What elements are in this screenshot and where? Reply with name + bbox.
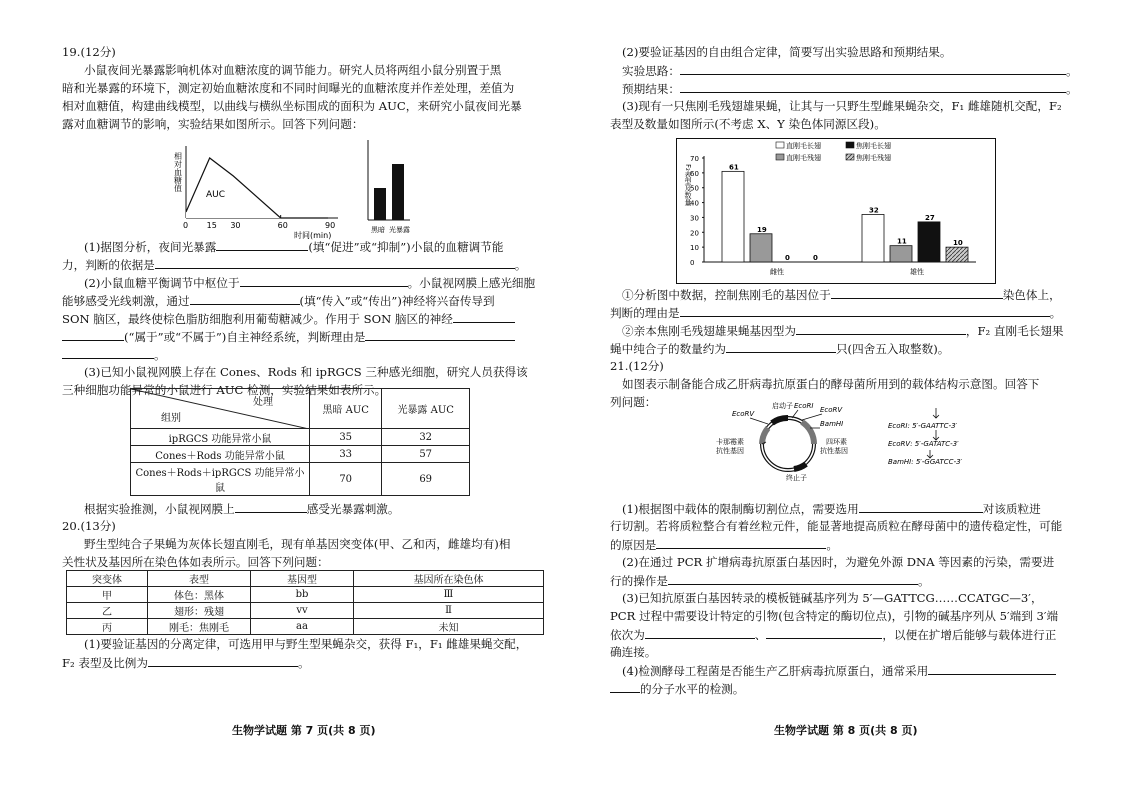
- q19-3-line1: (3)已知小鼠视网膜上存在 Cones、Rods 和 ipRGCS 三种感光细胞，研究人员获得该: [84, 365, 528, 379]
- q20-3-line2: 表型及数量如图所示(不考虑 X、Y 染色体同源区段)。: [610, 117, 886, 131]
- q21-4-line1: (4)检测酵母工程菌是否能生产乙肝病毒抗原蛋白，通常采用: [622, 662, 1056, 679]
- q21-header: 21.(12分): [610, 359, 664, 373]
- ecorv-label-right: EcoRⅤ: [820, 406, 843, 414]
- q21-3-line1: (3)已知抗原蛋白基因转录的模板链碱基序列为 5′—GATTCG……CCATGC—3′，: [622, 591, 1043, 605]
- ecori-cut-arrow: [933, 408, 939, 418]
- q21-3-line2: PCR 过程中需要设计特定的引物(包含特定的酶切位点)，引物的碱基序列从 5′端到 3′端: [610, 609, 1059, 623]
- q19-intro-3: 相对血糖值，构建曲线模型，以曲线与横纵坐标围成的面积为 AUC，来研究小鼠夜间光暴: [62, 99, 522, 113]
- q20-2-result: 预期结果： 。: [622, 82, 1078, 96]
- curve-x-tick: 90: [325, 221, 336, 230]
- f2-y-tick: 70: [690, 155, 699, 163]
- table-row: 乙 翅形：残翅 vv Ⅱ: [67, 603, 544, 619]
- answer-blank[interactable]: [190, 292, 300, 305]
- q20-intro-2: 关性状及基因所在染色体如表所示。回答下列问题：: [62, 555, 329, 569]
- f2-legend-label: 直刚毛残翅: [786, 154, 821, 162]
- f2-bar-label: 27: [925, 213, 935, 222]
- ecori-seq: EcoRⅠ: 5′-GAATTC-3′: [888, 422, 958, 430]
- q21-intro-1: 如图表示制备能合成乙肝病毒抗原蛋白的酵母菌所用到的载体结构示意图。回答下: [622, 377, 1040, 391]
- plasmid-diagram: [702, 400, 1002, 486]
- curve-x-tick: 30: [230, 221, 241, 230]
- answer-blank[interactable]: [680, 62, 1066, 75]
- f2-category-label: 雌性: [770, 268, 784, 276]
- q19-1-line1: (1)据图分析，夜间光暴露 (填“促进”或“抑制”)小鼠的血糖调节能: [84, 240, 504, 254]
- q21-1-line1: (1)根据图中载体的限制酶切割位点，需要选用 对该质粒进: [622, 502, 1041, 516]
- q19-header: 19.(12分): [62, 45, 116, 59]
- q20-3-1-line2: 判断的理由是 。: [610, 306, 1062, 320]
- q20-1-line1: (1)要验证基因的分离定律，可选用甲与野生型果蝇杂交，获得 F₁，F₁ 雌雄果蝇交配，: [84, 637, 528, 651]
- f2-y-tick: 20: [690, 229, 699, 238]
- q19-3-after: 根据实验推测，小鼠视网膜上 感受光暴露刺激。: [84, 502, 400, 516]
- f2-y-tick: 60: [690, 169, 699, 178]
- q20-2-prompt: (2)要验证基因的自由组合定律，简要写出实验思路和预期结果。: [622, 45, 952, 59]
- answer-blank[interactable]: [62, 328, 124, 341]
- q20-3-1-line1: ①分析图中数据，控制焦刚毛的基因位于 染色体上，: [622, 288, 1061, 302]
- q19-2-line5: 。: [62, 346, 166, 363]
- f2-legend-label: 直刚毛长翅: [786, 142, 821, 150]
- auc-bar-category: 黑暗: [371, 226, 385, 234]
- ecori-label: EcoRⅠ: [794, 402, 814, 410]
- f2-bar-label: 32: [869, 206, 879, 215]
- curve-xlabel: 时间(min): [294, 231, 332, 240]
- f2-legend-label: 焦刚毛残翅: [856, 154, 891, 162]
- answer-blank[interactable]: [680, 80, 1066, 93]
- f2-bar: [946, 247, 968, 262]
- f2-bar: [862, 214, 884, 262]
- f2-bar-label: 61: [729, 163, 739, 172]
- curve-ylabel: 相对血糖值: [173, 152, 183, 192]
- answer-blank[interactable]: [766, 626, 882, 639]
- terminator-label: 终止子: [786, 474, 807, 482]
- table-row: 丙 刚毛：焦刚毛 aa 未知: [67, 619, 544, 635]
- f2-legend-swatch: [776, 154, 784, 160]
- tetra-label-1: 四环素: [826, 438, 847, 446]
- answer-blank[interactable]: [216, 238, 308, 251]
- answer-blank[interactable]: [240, 274, 408, 287]
- answer-blank[interactable]: [148, 654, 298, 667]
- q19-intro-1: 小鼠夜间光暴露影响机体对血糖浓度的调节能力。研究人员将两组小鼠分别置于黑: [84, 63, 502, 77]
- q20-3-2-line1: ②亲本焦刚毛残翅雄果蝇基因型为 ，F₂ 直刚毛长翅果: [622, 324, 1064, 338]
- page-footer-7: 生物学试题 第 7 页(共 8 页): [232, 724, 376, 737]
- answer-blank[interactable]: [680, 304, 1050, 317]
- f2-legend-label: 焦刚毛长翅: [856, 142, 891, 150]
- auc-bar-chart: [352, 136, 412, 242]
- table-row: Cones＋Rods＋ipRGCS 功能异常小鼠 70 69: [131, 463, 470, 496]
- answer-blank[interactable]: [726, 340, 836, 353]
- q21-intro-2: 列问题：: [610, 395, 657, 409]
- q19-3-line2: 三种细胞功能异常的小鼠进行 AUC 检测，实验结果如表所示。: [62, 383, 387, 397]
- bamhi-label: BamHⅠ: [820, 420, 844, 428]
- ecorv-seq: EcoRⅤ: 5′-GATATC-3′: [888, 440, 959, 448]
- answer-blank[interactable]: [796, 322, 966, 335]
- q19-2-line1: (2)小鼠血糖平衡调节中枢位于 。小鼠视网膜上感光细胞: [84, 276, 536, 290]
- blood-glucose-curve-chart: [168, 140, 358, 240]
- table-header: 光暴露 AUC: [382, 389, 470, 429]
- bamhi-cut-arrow: [927, 450, 933, 458]
- q19-2-line2: 能够感受光线刺激，通过 (填“传入”或“传出”)神经将兴奋传导到: [62, 294, 495, 308]
- q19-intro-4: 露对血糖调节的影响，实验结果如图所示。回答下列问题：: [62, 117, 364, 131]
- curve-x-tick: 60: [277, 221, 288, 230]
- curve-x-tick: 15: [206, 221, 217, 230]
- f2-chart-ylabel: F₂表型及数量: [684, 164, 692, 206]
- f2-bar: [722, 171, 744, 262]
- answer-blank[interactable]: [453, 310, 515, 323]
- answer-blank[interactable]: [831, 286, 1003, 299]
- q19-auc-table: [130, 388, 470, 496]
- page-footer-8: 生物学试题 第 8 页(共 8 页): [774, 724, 918, 737]
- promoter-label: 启动子: [772, 402, 793, 410]
- f2-bar-label: 11: [897, 237, 907, 246]
- answer-blank[interactable]: [668, 572, 918, 585]
- table-row: ipRGCS 功能异常小鼠 35 32: [131, 429, 470, 446]
- auc-bar-1: [392, 164, 404, 220]
- answer-blank[interactable]: [656, 536, 826, 549]
- f2-legend-swatch: [776, 142, 784, 148]
- tetracycline-resistance-segment: [802, 422, 814, 444]
- ecorv-cut-arrow: [933, 430, 939, 440]
- q19-2-line3: SON 脑区，最终使棕色脂肪细胞利用葡萄糖减少。作用于 SON 脑区的神经: [62, 310, 515, 327]
- f2-bar: [918, 222, 940, 262]
- f2-legend-swatch: [846, 142, 854, 148]
- q21-3-line4: 确连接。: [610, 645, 657, 659]
- q20-intro-1: 野生型纯合子果蝇为灰体长翅直刚毛，现有单基因突变体(甲、乙和丙，雌雄均有)相: [84, 537, 511, 551]
- terminator-segment: [794, 464, 806, 469]
- answer-blank[interactable]: [155, 256, 515, 269]
- answer-blank[interactable]: [859, 500, 983, 513]
- q21-4-line2: 的分子水平的检测。: [610, 680, 744, 697]
- answer-blank[interactable]: [928, 662, 1056, 675]
- q21-2-line2: 行的操作是 。: [610, 574, 930, 588]
- q19-intro-2: 暗和光暴露的环境下，测定初始血糖浓度和不同时间曝光的血糖浓度并作差处理，差值为: [62, 81, 515, 95]
- ecorv-label-left: EcoRⅤ: [732, 410, 755, 418]
- auc-bar-category: 光暴露: [389, 226, 410, 234]
- kana-label-2: 抗性基因: [716, 447, 744, 455]
- f2-bar-label: 10: [953, 239, 963, 248]
- f2-bar-label: 19: [757, 225, 767, 234]
- q20-1-line2: F₂ 表型及比例为 。: [62, 656, 310, 670]
- auc-area: [186, 158, 328, 218]
- answer-blank[interactable]: [235, 500, 307, 513]
- q21-2-line1: (2)在通过 PCR 扩增病毒抗原蛋白基因时，为避免外源 DNA 等因素的污染，需要进: [622, 555, 1055, 569]
- f2-bar: [890, 246, 912, 262]
- q20-3-2-line2: 蝇中纯合子的数量约为 只(四舍五入取整数)。: [610, 342, 950, 356]
- f2-bar-label: 0: [785, 254, 790, 262]
- curve-x-tick: 0: [183, 221, 189, 230]
- auc-area-label: AUC: [206, 190, 226, 200]
- q21-3-line3: 依次为 、 ，以便在扩增后能够与载体进行正: [610, 628, 1057, 642]
- kanamycin-resistance-segment: [762, 428, 768, 444]
- q19-2-line4: (“属于”或“不属于”)自主神经系统，判断理由是: [62, 328, 515, 345]
- f2-bar-label: 0: [813, 254, 818, 262]
- answer-blank[interactable]: [610, 680, 640, 693]
- f2-y-tick: 30: [690, 214, 699, 223]
- f2-y-tick: 10: [690, 244, 699, 253]
- q20-mutant-table: 突变体 表型 基因型 基因所在染色体 甲 体色：黑体 bb Ⅲ 乙 翅形：残翅 vv Ⅱ 丙 刚毛：焦刚毛 aa 未知: [66, 570, 544, 635]
- f2-bar: [750, 234, 772, 262]
- f2-category-label: 雄性: [910, 268, 924, 276]
- q19-1-line2: 力，判断的依据是 。: [62, 258, 527, 272]
- q21-1-line2: 行切割。若将质粒整合有着丝粒元件，能显著地提高质粒在酵母菌中的遗传稳定性，可能: [610, 519, 1063, 533]
- f2-legend-swatch: [846, 154, 854, 160]
- kana-label-1: 卡那霉素: [716, 438, 744, 446]
- right-page: [566, 0, 1132, 800]
- promoter-segment: [772, 418, 788, 423]
- f2-y-tick: 0: [690, 259, 695, 267]
- answer-blank[interactable]: [62, 346, 154, 359]
- auc-bar-0: [374, 188, 386, 220]
- q20-header: 20.(13分): [62, 519, 116, 533]
- table-row: Cones＋Rods 功能异常小鼠 33 57: [131, 446, 470, 463]
- q20-2-idea: 实验思路： 。: [622, 64, 1078, 78]
- table-row: 甲 体色：黑体 bb Ⅲ: [67, 587, 544, 603]
- q21-1-line3: 的原因是 。: [610, 538, 838, 552]
- answer-blank[interactable]: [365, 328, 515, 341]
- table-corner-cell: 处理 组别: [131, 389, 310, 429]
- f2-y-tick: 40: [690, 199, 699, 208]
- q20-3-line1: (3)现有一只焦刚毛残翅雄果蝇，让其与一只野生型雌果蝇杂交，F₁ 雌雄随机交配，F₂: [622, 99, 1062, 113]
- bamhi-seq: BamHⅠ: 5′-GGATCC-3′: [888, 458, 963, 466]
- f2-phenotype-bar-chart: [676, 138, 996, 284]
- answer-blank[interactable]: [645, 626, 755, 639]
- f2-y-tick: 50: [690, 184, 699, 193]
- table-header: 黑暗 AUC: [310, 389, 382, 429]
- tetra-label-2: 抗性基因: [820, 447, 848, 455]
